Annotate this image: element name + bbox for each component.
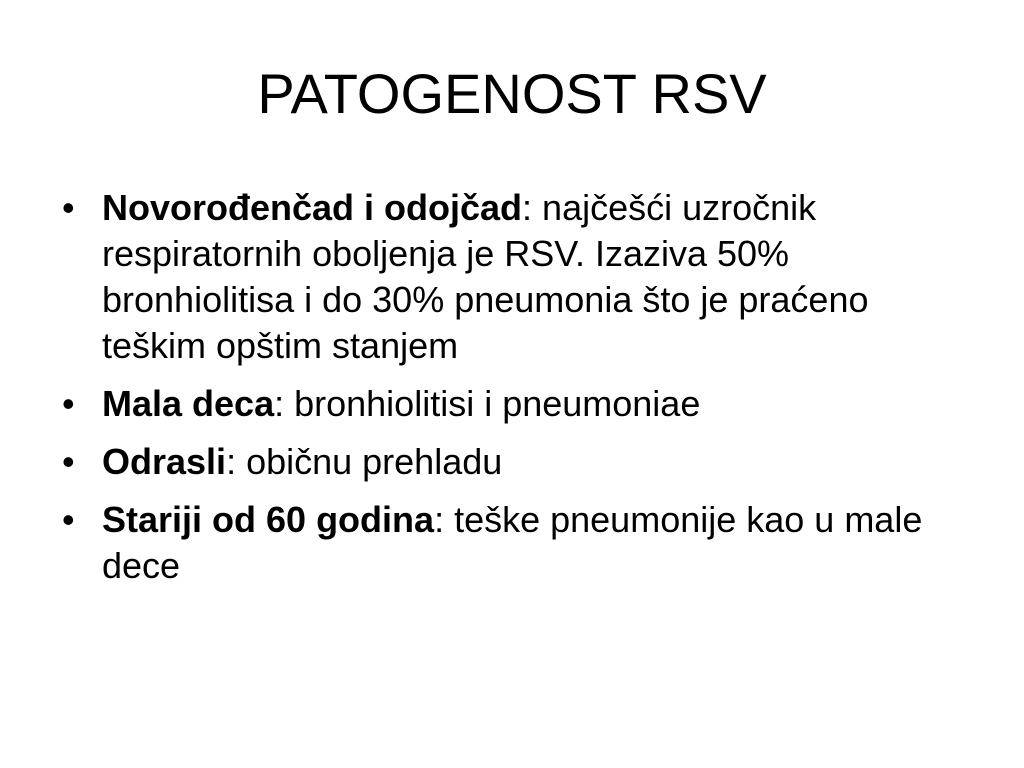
bullet-text: : teške pneumonije kao u male dece <box>102 499 923 586</box>
bullet-item-children <box>62 381 962 427</box>
bullet-term: Novorođenčad i odojčad <box>102 187 523 228</box>
bullet-text: : najčešći uzročnik respiratornih oboljenja je RSV. Izaziva 50% bronhiolitisa i do 30% pneumonia što je praćeno teškim opštim stanjem <box>102 187 869 366</box>
bullet-icon: • <box>62 383 75 424</box>
slide-title: PATOGENOST RSV <box>257 62 767 125</box>
bullet-icon: • <box>62 499 75 540</box>
bullet-text: : običnu prehladu <box>226 441 503 482</box>
bullet-term: Odrasli <box>102 441 227 482</box>
bullet-icon: • <box>62 441 75 482</box>
bullet-term: Stariji od 60 godina <box>102 499 435 540</box>
bullet-term: Mala deca <box>102 383 275 424</box>
bullet-item-adults <box>62 439 962 485</box>
bullet-item-elderly <box>62 497 962 589</box>
bullet-text: : bronhiolitisi i pneumoniae <box>274 383 701 424</box>
bullet-icon: • <box>62 187 75 228</box>
bullet-list <box>62 185 962 601</box>
bullet-item-newborns <box>62 185 962 369</box>
